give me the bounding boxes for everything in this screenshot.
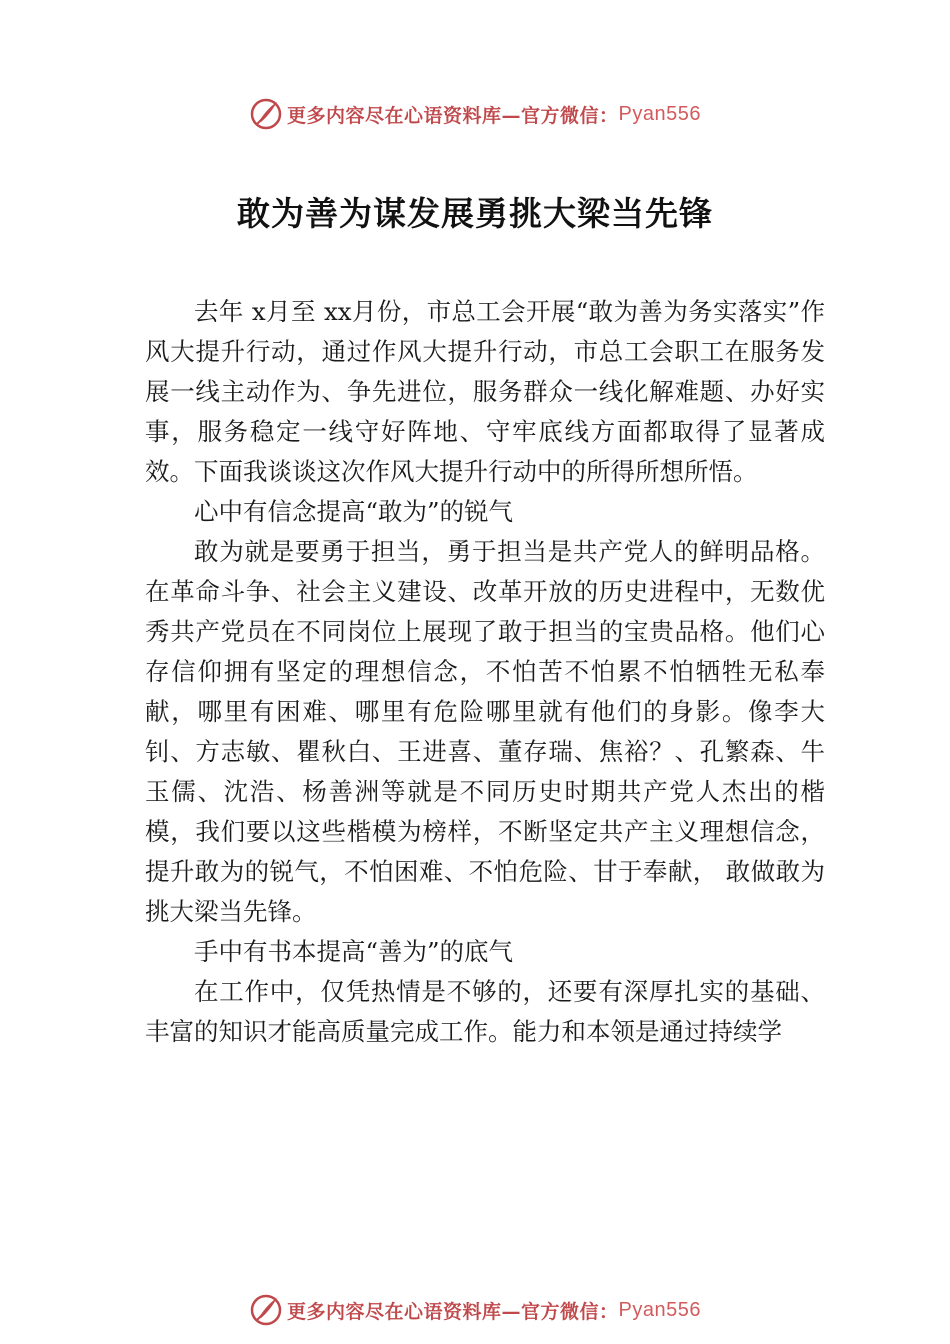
footer-wechat-id: Pyan556 (618, 1298, 701, 1321)
section-heading: 心中有信念提高“敢为”的锐气 (194, 497, 514, 526)
quill-logo-icon (249, 1293, 283, 1327)
paragraph: 去年 x月至 xx月份，市总工会开展“敢为善为务实落实”作风大提升行动，通过作风大提升行动，市总工会职工在服务发展一线主动作为、争先进位，服务群众一线化解难题、办好实事，服务稳定一线守好阵地、守牢底线方面都取得了显著成效。下面我谈谈这次作风大提升行动中的所得所想所悟。 (145, 297, 825, 486)
footer-banner (0, 1290, 950, 1330)
header-banner (0, 94, 950, 134)
footer-banner-text: 更多内容尽在心语资料库—官方微信： (287, 1300, 619, 1323)
header-wechat-id: Pyan556 (618, 102, 701, 125)
document-body (145, 292, 825, 1052)
paragraph: 敢为就是要勇于担当，勇于担当是共产党人的鲜明品格。在革命斗争、社会主义建设、改革开放的历史进程中，无数优秀共产党员在不同岗位上展现了敢于担当的宝贵品格。他们心存信仰拥有坚定的理想信念，不怕苦不怕累不怕牺牲无私奉献，哪里有困难、哪里有危险哪里就有他们的身影。像李大钊、方志敏、瞿秋白、王进喜、董存瑞、焦裕？、孔繁森、牛玉儒、沈浩、杨善洲等就是不同历史时期共产党人杰出的楷模，我们要以这些楷模为榜样，不断坚定共产主义理想信念，提升敢为的锐气，不怕困难、不怕危险、甘于奉献， 敢做敢为挑大梁当先锋。 (145, 537, 825, 926)
document-title: 敢为善为谋发展勇挑大梁当先锋 (237, 194, 713, 233)
header-banner-text: 更多内容尽在心语资料库—官方微信： (287, 104, 619, 127)
quill-logo-icon (249, 97, 283, 131)
section-heading: 手中有书本提高“善为”的底气 (194, 937, 514, 966)
paragraph: 在工作中，仅凭热情是不够的，还要有深厚扎实的基础、丰富的知识才能高质量完成工作。能力和本领是通过持续学 (145, 977, 825, 1046)
